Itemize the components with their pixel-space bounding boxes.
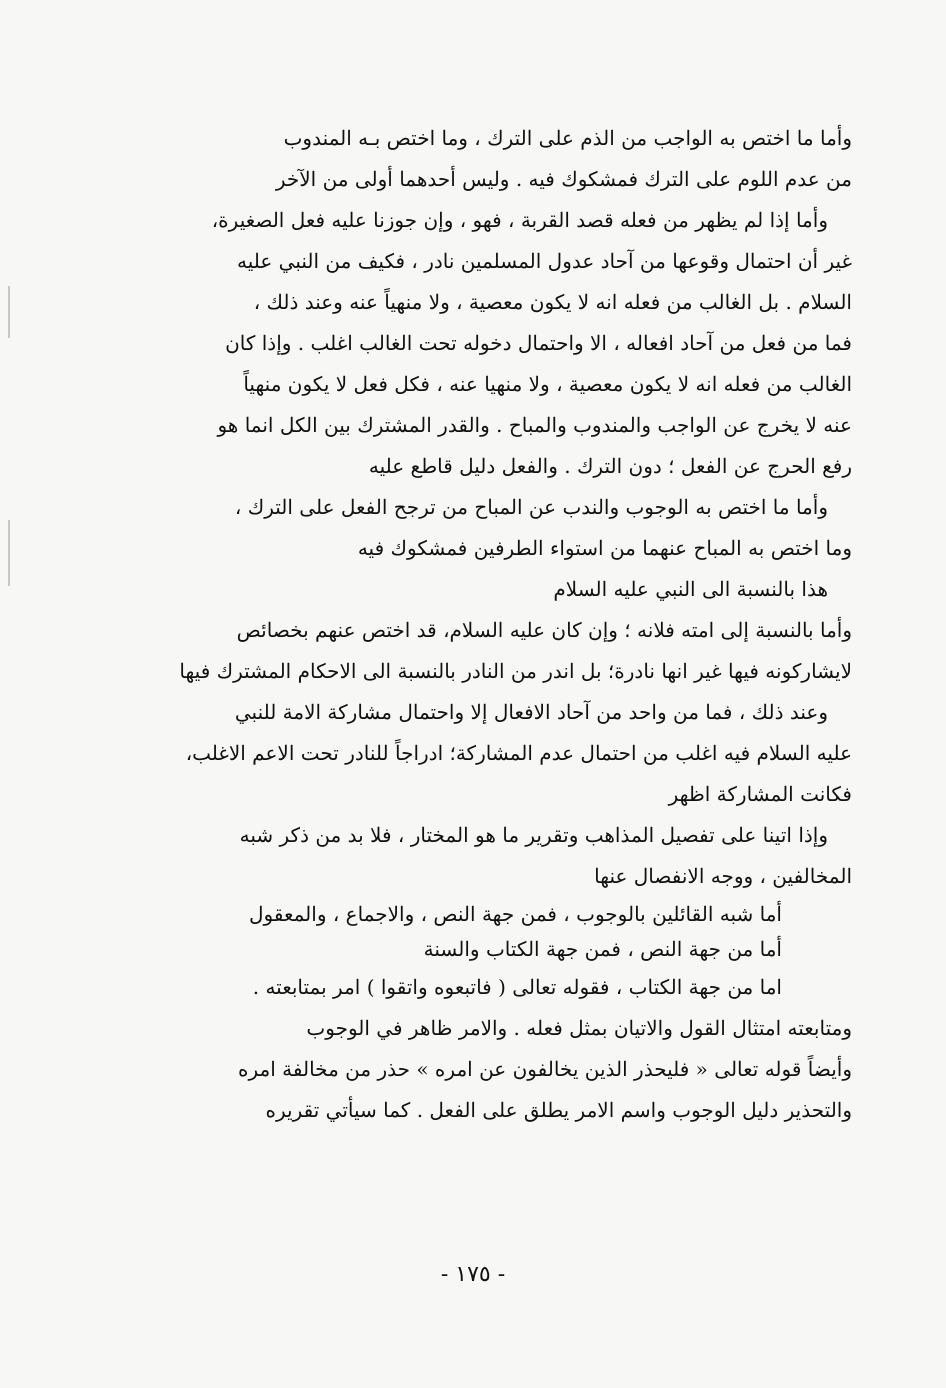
text-line: وأما ما اختص به الوجوب والندب عن المباح من ترجح الفعل على الترك ، (234, 495, 828, 519)
text-line: فكانت المشاركة اظهر (668, 782, 852, 806)
text-line: وأيضاً قوله تعالى « فليحذر الذين يخالفون عن امره » حذر من مخالفة امره (238, 1057, 852, 1081)
left-margin-mark-top (8, 286, 10, 338)
text-line: ومتابعته امتثال القول والاتيان بمثل فعله . والامر ظاهر في الوجوب (306, 1016, 852, 1040)
text-line: اما من جهة الكتاب ، فقوله تعالى ( فاتبعوه واتقوا ) امر بمتابعته . (252, 975, 782, 999)
text-line: السلام . بل الغالب من فعله انه لا يكون معصية ، ولا منهياً عنه وعند ذلك ، (253, 290, 852, 314)
arabic-text-block (112, 118, 852, 1131)
text-line: من عدم اللوم على الترك فمشكوك فيه . وليس أحدهما أولى من الآخر (275, 167, 852, 191)
text-line: الغالب من فعله انه لا يكون معصية ، ولا منهيا عنه ، فكل فعل لا يكون منهياً (243, 372, 852, 396)
page-number: - ١٧٥ - (440, 1262, 506, 1287)
text-line: وأما بالنسبة إلى امته فلانه ؛ وإن كان عليه السلام، قد اختص عنهم بخصائص (236, 618, 852, 642)
text-line: عنه لا يخرج عن الواجب والمندوب والمباح . والقدر المشترك بين الكل انما هو (217, 413, 852, 437)
text-line: وعند ذلك ، فما من واحد من آحاد الافعال إلا واحتمال مشاركة الامة للنبي (234, 700, 828, 724)
text-line: وما اختص به المباح عنهما من استواء الطرفين فمشكوك فيه (357, 536, 852, 560)
text-line: عليه السلام فيه اغلب من احتمال عدم المشاركة؛ ادراجاً للنادر تحت الاعم الاغلب، (185, 741, 852, 765)
text-line: هذا بالنسبة الى النبي عليه السلام (553, 577, 828, 601)
text-line: أما شبه القائلين بالوجوب ، فمن جهة النص ، والاجماع ، والمعقول (248, 902, 782, 926)
text-line: وأما ما اختص به الواجب من الذم على الترك ، وما اختص بـه المندوب (283, 126, 852, 150)
text-line: رفع الحرج عن الفعل ؛ دون الترك . والفعل دليل قاطع عليه (368, 454, 852, 478)
text-line: المخالفين ، ووجه الانفصال عنها (594, 864, 852, 888)
text-line: والتحذير دليل الوجوب واسم الامر يطلق على الفعل . كما سيأتي تقريره (265, 1098, 852, 1122)
text-line: غير أن احتمال وقوعها من آحاد عدول المسلمين نادر ، فكيف من النبي عليه (237, 249, 852, 273)
text-line: وإذا اتينا على تفصيل المذاهب وتقرير ما هو المختار ، فلا بد من ذكر شبه (239, 823, 828, 847)
text-line: فما من فعل من آحاد افعاله ، الا واحتمال دخوله تحت الغالب اغلب . وإذا كان (225, 331, 852, 355)
text-line: أما من جهة النص ، فمن جهة الكتاب والسنة (423, 937, 782, 961)
text-line: لايشاركونه فيها غير انها نادرة؛ بل اندر من النادر بالنسبة الى الاحكام المشترك فيها (179, 659, 852, 683)
left-margin-mark-bottom (8, 520, 10, 586)
text-line: وأما إذا لم يظهر من فعله قصد القربة ، فهو ، وإن جوزنا عليه فعل الصغيرة، (211, 208, 828, 232)
